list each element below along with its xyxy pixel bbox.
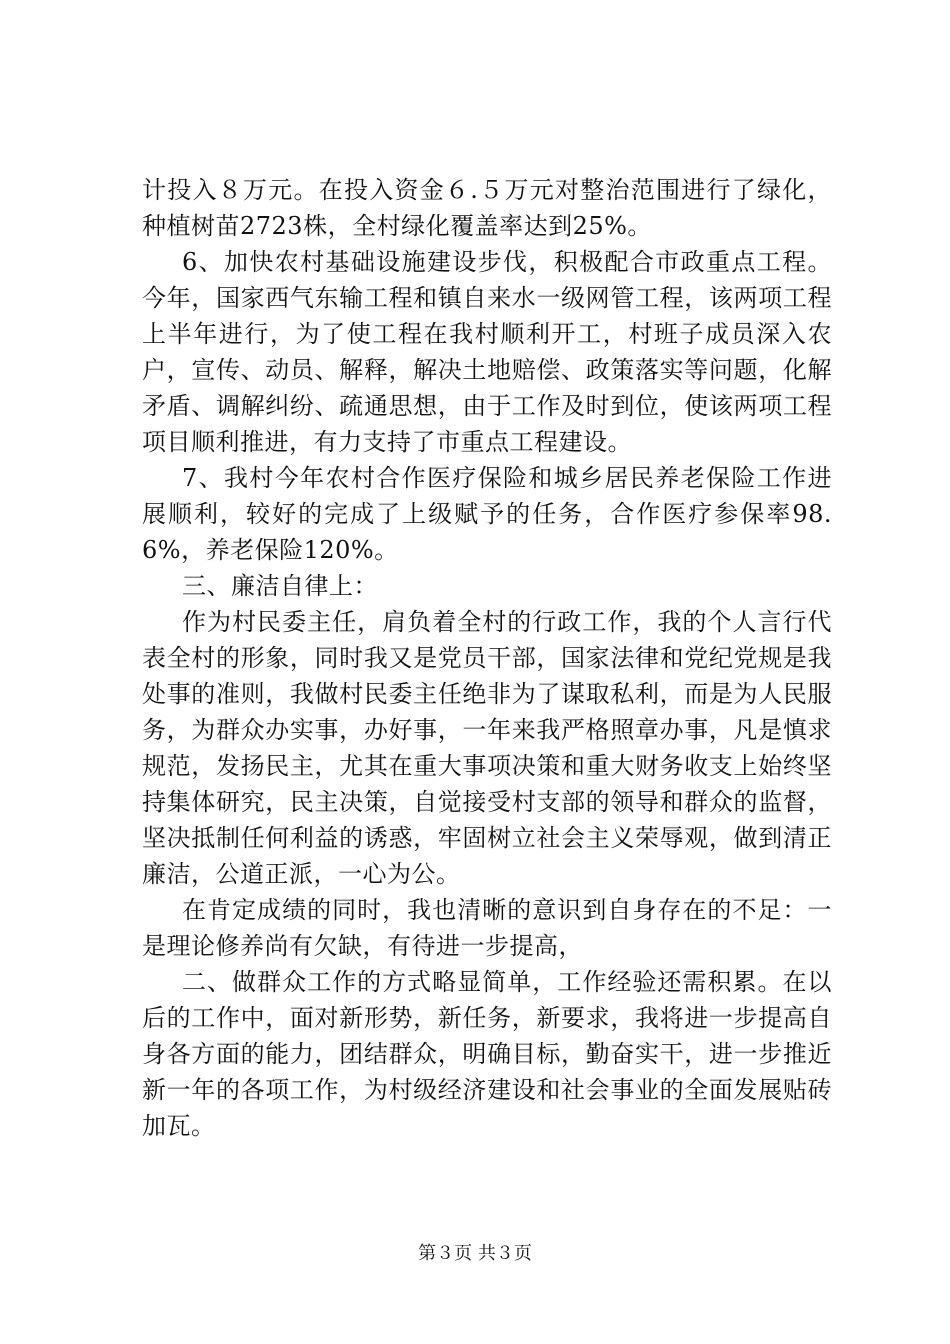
paragraph-3: 7、我村今年农村合作医疗保险和城乡居民养老保险工作进展顺利，较好的完成了上级赋予的任务，合作医疗参保率98.6%，养老保险120%。	[142, 464, 832, 564]
paragraph-5: 作为村民委主任，肩负着全村的行政工作，我的个人言行代表全村的形象，同时我又是党员干部，国家法律和党纪党规是我处事的准则，我做村民委主任绝非为了谋取私利，而是为人民服务，为群众办实事，办好事，一年来我严格照章办事，凡是慎求规范，发扬民主，尤其在重大事项决策和重大财务收支上始终坚持集体研究，民主决策，自觉接受村支部的领导和群众的监督，坚决抵制任何利益的诱惑，牢固树立社会主义荣辱观，做到清正廉洁，公道正派，一心为公。	[142, 608, 832, 888]
paragraph-7: 二、做群众工作的方式略显简单，工作经验还需积累。在以后的工作中，面对新形势，新任务，新要求，我将进一步提高自身各方面的能力，团结群众，明确目标，勤奋实干，进一步推近新一年的各项工作，为村级经济建设和社会事业的全面发展贴砖加瓦。	[142, 968, 832, 1140]
page-footer: 第３页 共３页	[418, 1243, 532, 1264]
section-heading: 三、廉洁自律上：	[182, 572, 378, 600]
document-body	[142, 172, 832, 1144]
paragraph-6: 在肯定成绩的同时，我也清晰的意识到自身存在的不足：一是理论修养尚有欠缺，有待进一步提高，	[142, 896, 832, 960]
paragraph-1: 计投入８万元。在投入资金６.５万元对整治范围进行了绿化，种植树苗2723株，全村绿化覆盖率达到25%。	[142, 176, 832, 240]
paragraph-2: 6、加快农村基础设施建设步伐，积极配合市政重点工程。今年，国家西气东输工程和镇自来水一级网管工程，该两项工程上半年进行，为了使工程在我村顺利开工，村班子成员深入农户，宣传、动员、解释，解决土地赔偿、政策落实等问题，化解矛盾、调解纠纷、疏通思想，由于工作及时到位，使该两项工程项目顺利推进，有力支持了市重点工程建设。	[142, 248, 832, 456]
